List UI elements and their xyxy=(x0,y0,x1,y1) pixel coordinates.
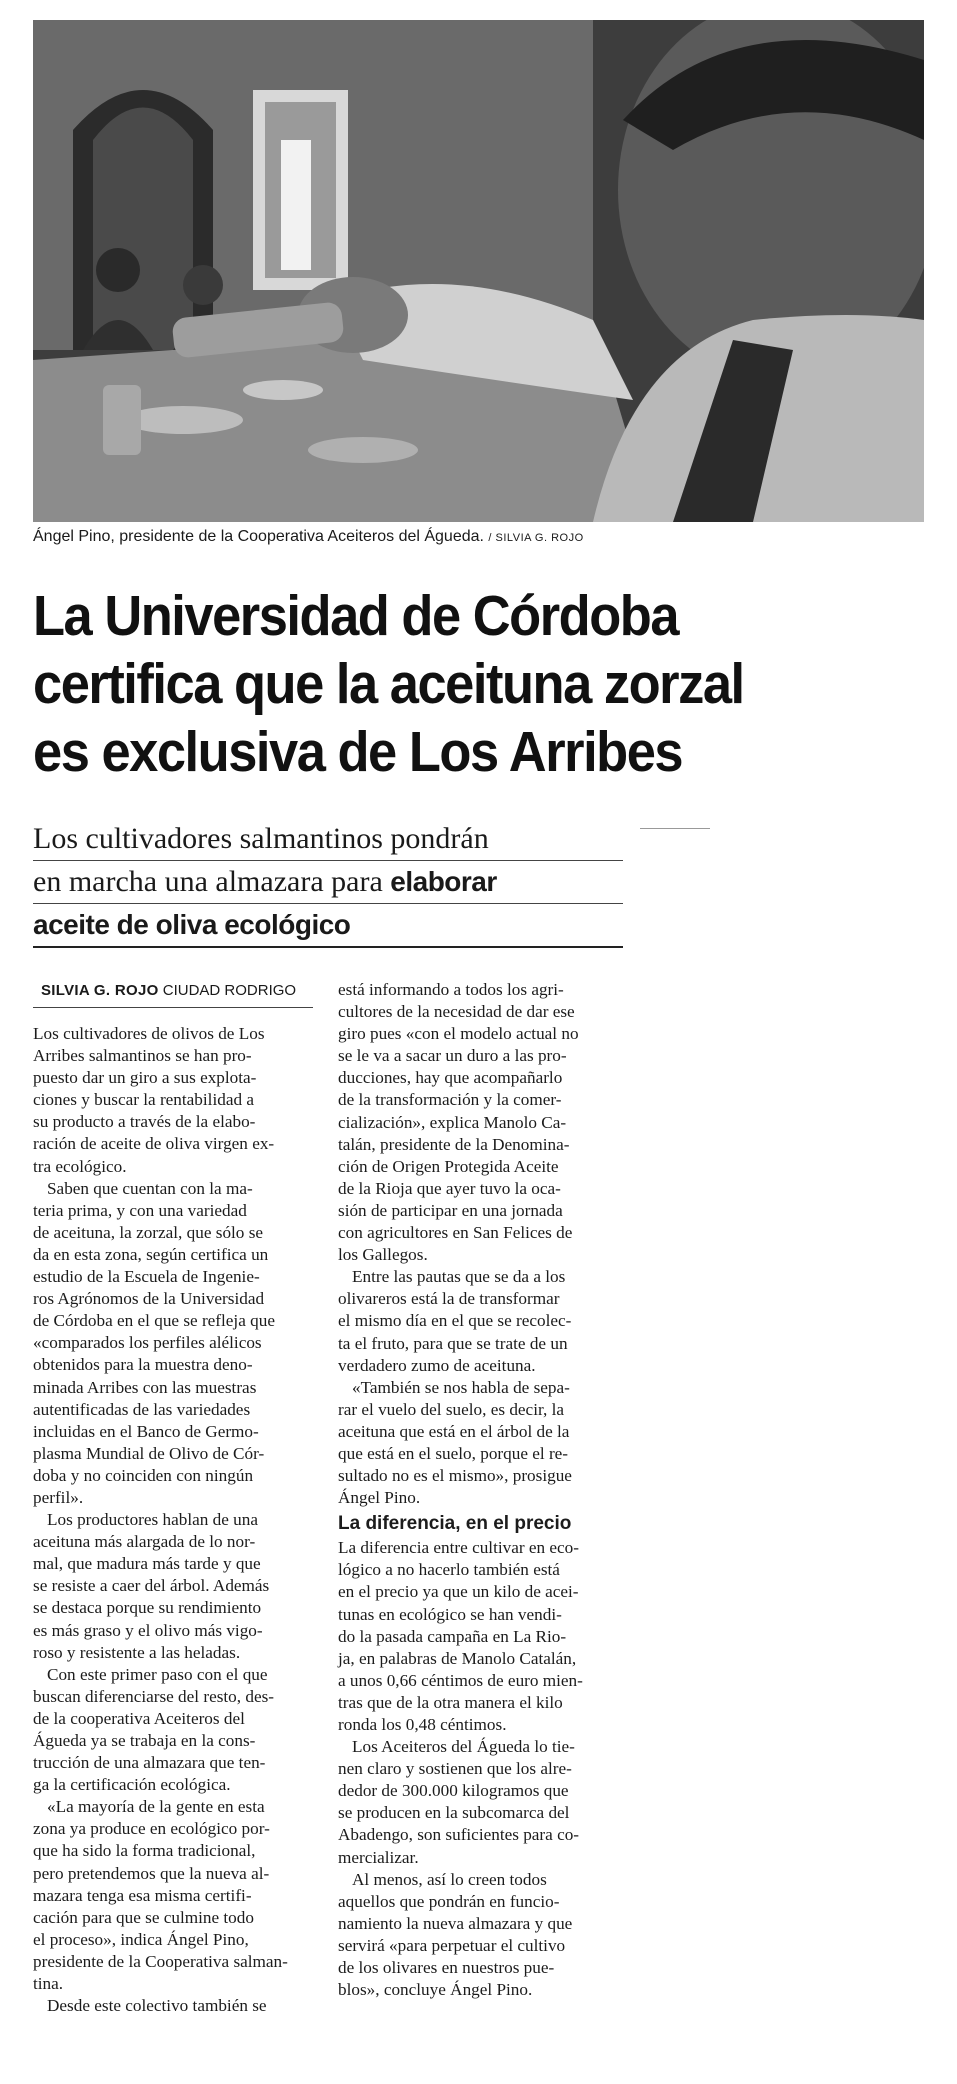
subheadline-line-3: aceite de oliva ecológico xyxy=(33,904,623,948)
text-line: Abadengo, son suficientes para co- xyxy=(338,1825,580,1845)
text-line: de la transformación y la comer- xyxy=(338,1090,562,1110)
subheadline-line-2-bold: elaborar xyxy=(390,866,497,897)
text-line: aquellos que pondrán en funcio- xyxy=(338,1891,560,1911)
text-line: de la cooperativa Aceiteros del xyxy=(33,1708,245,1728)
text-line: Arribes salmantinos se han pro- xyxy=(33,1046,252,1066)
text-line: Al menos, así lo creen todos xyxy=(352,1869,547,1889)
text-line: mal, que madura más tarde y que xyxy=(33,1554,261,1574)
text-line: sultado no es el mismo», prosigue xyxy=(338,1466,572,1486)
text-line: talán, presidente de la Denomina- xyxy=(338,1134,570,1154)
byline-rule xyxy=(33,1007,313,1008)
text-line: pero pretendemos que la nueva al- xyxy=(33,1863,270,1883)
caption-text: Ángel Pino, presidente de la Cooperativa Aceiteros del Águeda. xyxy=(33,528,484,545)
text-line: do la pasada campaña en La Rio- xyxy=(338,1626,567,1646)
text-line: tina. xyxy=(33,1974,64,1994)
text-line: ja, en palabras de Manolo Catalán, xyxy=(338,1648,577,1668)
headline-line-3: es exclusiva de Los Arribes xyxy=(33,720,683,784)
headline-line-2: certifica que la aceituna zorzal xyxy=(33,652,744,716)
article-column-2 xyxy=(338,979,628,2001)
headline xyxy=(33,582,861,786)
photo-caption xyxy=(33,528,924,546)
text-line: da en esta zona, según certifica un xyxy=(33,1244,269,1264)
byline-author: SILVIA G. ROJO xyxy=(41,982,159,999)
text-line: está informando a todos los agri- xyxy=(338,980,564,999)
subheadline xyxy=(33,818,623,948)
photo-illustration xyxy=(33,20,924,522)
text-line: namiento la nueva almazara y que xyxy=(338,1913,573,1933)
text-line: ración de aceite de oliva virgen ex- xyxy=(33,1134,275,1154)
text-line: zona ya produce en ecológico por- xyxy=(33,1819,270,1839)
text-line: su producto a través de la elabo- xyxy=(33,1112,256,1132)
text-line: incluidas en el Banco de Germo- xyxy=(33,1421,259,1441)
text-line: Los Aceiteros del Águeda lo tie- xyxy=(352,1737,575,1757)
text-line: «La mayoría de la gente en esta xyxy=(47,1797,265,1817)
column-2-part-a xyxy=(338,979,628,1509)
text-line: plasma Mundial de Olivo de Cór- xyxy=(33,1443,265,1463)
text-line: tras que de la otra manera el kilo xyxy=(338,1692,563,1712)
text-line: autentificadas de las variedades xyxy=(33,1399,251,1419)
text-line: trucción de una almazara que ten- xyxy=(33,1753,266,1773)
caption-credit: / SILVIA G. ROJO xyxy=(488,532,584,544)
text-line: roso y resistente a las heladas. xyxy=(33,1642,241,1662)
text-line: tunas en ecológico se han vendi- xyxy=(338,1604,562,1624)
subheadline-line-1: Los cultivadores salmantinos pondrán xyxy=(33,818,623,861)
text-line: es más graso y el olivo más vigo- xyxy=(33,1620,263,1640)
text-line: cialización», explica Manolo Ca- xyxy=(338,1112,567,1132)
text-line: Los productores hablan de una xyxy=(47,1510,258,1530)
text-line: giro pues «con el modelo actual no xyxy=(338,1024,579,1044)
text-line: obtenidos para la muestra deno- xyxy=(33,1355,253,1375)
text-line: Los cultivadores de olivos de Los xyxy=(33,1024,265,1043)
text-line: ronda los 0,48 céntimos. xyxy=(338,1715,507,1734)
text-line: cación para que se culmine todo xyxy=(33,1907,254,1927)
article-photo xyxy=(33,20,924,522)
text-line: «También se nos habla de sepa- xyxy=(352,1377,570,1397)
text-line: verdadero zumo de aceituna. xyxy=(338,1355,536,1375)
article-column-1 xyxy=(33,1023,323,2017)
text-line: teria prima, y con una variedad xyxy=(33,1200,247,1220)
text-line: mercializar. xyxy=(338,1847,419,1867)
text-line: dedor de 300.000 kilogramos que xyxy=(338,1781,569,1801)
text-line: perfil». xyxy=(33,1487,84,1507)
column-2-part-b xyxy=(338,1537,628,2001)
text-line: los Gallegos. xyxy=(338,1245,428,1265)
text-line: que está en el suelo, porque el re- xyxy=(338,1443,569,1463)
section-subheading: La diferencia, en el precio xyxy=(338,1513,572,1535)
text-line: de los olivares en nuestros pue- xyxy=(338,1958,555,1978)
text-line: a unos 0,66 céntimos de euro mien- xyxy=(338,1670,583,1690)
text-line: Con este primer paso con el que xyxy=(47,1664,268,1684)
text-line: blos», concluye Ángel Pino. xyxy=(338,1980,533,2000)
text-line: lógico a no hacerlo también está xyxy=(338,1560,560,1580)
headline-line-1: La Universidad de Córdoba xyxy=(33,584,679,648)
text-line: ducciones, hay que acompañarlo xyxy=(338,1068,563,1088)
text-line: Ángel Pino. xyxy=(338,1488,421,1508)
text-line: buscan diferenciarse del resto, des- xyxy=(33,1686,274,1706)
text-line: presidente de la Cooperativa salman- xyxy=(33,1951,288,1971)
text-line: se producen en la subcomarca del xyxy=(338,1803,570,1823)
text-line: sión de participar en una jornada xyxy=(338,1200,563,1220)
text-line: Saben que cuentan con la ma- xyxy=(47,1178,253,1198)
text-line: de aceituna, la zorzal, que sólo se xyxy=(33,1222,264,1242)
text-line: rar el vuelo del suelo, es decir, la xyxy=(338,1399,564,1419)
text-line: tra ecológico. xyxy=(33,1156,127,1176)
text-line: el proceso», indica Ángel Pino, xyxy=(33,1929,249,1949)
text-line: de Córdoba en el que se refleja que xyxy=(33,1311,275,1331)
text-line: el mismo día en el que se recolec- xyxy=(338,1311,572,1331)
text-line: ros Agrónomos de la Universidad xyxy=(33,1289,265,1309)
text-line: cultores de la necesidad de dar ese xyxy=(338,1002,575,1022)
text-line: con agricultores en San Felices de xyxy=(338,1223,573,1243)
text-line: «comparados los perfiles alélicos xyxy=(33,1333,262,1353)
text-line: ta el fruto, para que se trate de un xyxy=(338,1333,568,1353)
text-line: que ha sido la forma tradicional, xyxy=(33,1841,256,1861)
text-line: aceituna más alargada de lo nor- xyxy=(33,1532,256,1552)
text-line: nen claro y sostienen que los alre- xyxy=(338,1759,572,1779)
text-line: olivareros está la de transformar xyxy=(338,1289,560,1309)
text-line: servirá «para perpetuar el cultivo xyxy=(338,1935,566,1955)
text-line: Entre las pautas que se da a los xyxy=(352,1267,566,1287)
text-line: de la Rioja que ayer tuvo la oca- xyxy=(338,1178,561,1198)
byline xyxy=(41,982,296,999)
text-line: minada Arribes con las muestras xyxy=(33,1377,257,1397)
text-line: doba y no coinciden con ningún xyxy=(33,1465,254,1485)
text-line: se le va a sacar un duro a las pro- xyxy=(338,1046,567,1066)
text-line: se destaca porque su rendimiento xyxy=(33,1598,262,1618)
text-line: ga la certificación ecológica. xyxy=(33,1775,231,1795)
text-line: ciones y buscar la rentabilidad a xyxy=(33,1090,254,1110)
byline-location: CIUDAD RODRIGO xyxy=(162,982,297,999)
text-line: en el precio ya que un kilo de acei- xyxy=(338,1582,579,1602)
text-line: Desde este colectivo también se xyxy=(47,1996,267,2016)
text-line: Águeda ya se trabaja en la cons- xyxy=(33,1731,256,1750)
column-rule xyxy=(640,828,710,829)
text-line: puesto dar un giro a sus explota- xyxy=(33,1068,257,1088)
text-line: La diferencia entre cultivar en eco- xyxy=(338,1538,579,1558)
subheadline-line-2-regular: en marcha una almazara para xyxy=(33,865,391,898)
text-line: se resiste a caer del árbol. Además xyxy=(33,1576,270,1596)
text-line: ción de Origen Protegida Aceite xyxy=(338,1156,559,1176)
subheadline-line-2 xyxy=(33,861,623,904)
text-line: estudio de la Escuela de Ingenie- xyxy=(33,1267,260,1287)
text-line: aceituna que está en el árbol de la xyxy=(338,1421,570,1441)
text-line: mazara tenga esa misma certifi- xyxy=(33,1885,252,1905)
